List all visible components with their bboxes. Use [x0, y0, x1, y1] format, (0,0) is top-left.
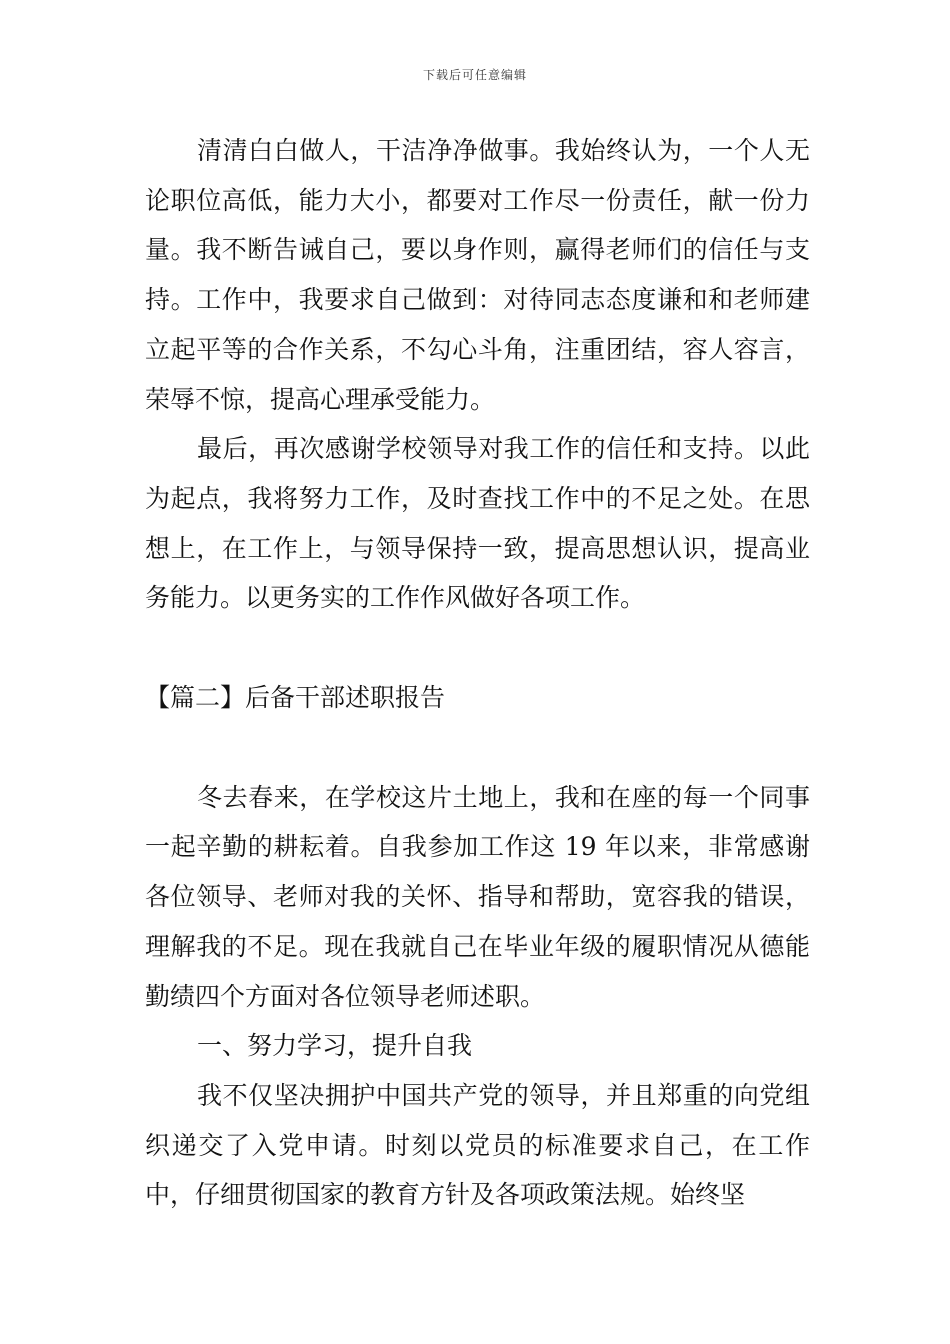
section-heading: 【篇二】后备干部述职报告	[145, 683, 446, 713]
spacer	[145, 623, 810, 673]
paragraph-intro: 冬去春来，在学校这片土地上，我和在座的每一个同事一起辛勤的耕耘着。自我参加工作这 19 年以来，非常感谢各位领导、老师对我的关怀、指导和帮助，宽容我的错误，理解我的不足。现在我就自己在毕业年级的履职情况从德能勤绩四个方面对各位领导老师述职。	[145, 782, 810, 1011]
paragraph-study: 我不仅坚决拥护中国共产党的领导，并且郑重的向党组织递交了入党申请。时刻以党员的标准要求自己，在工作中，仔细贯彻国家的教育方针及各项政策法规。始终坚	[145, 1080, 810, 1210]
spacer	[145, 723, 810, 773]
page-header: 下载后可任意编辑	[422, 68, 527, 82]
subsection-title: 一、努力学习，提升自我	[197, 1031, 473, 1061]
paragraph-integrity: 清清白白做人，干洁净净做事。我始终认为，一个人无论职位高低，能力大小，都要对工作尽一份责任，献一份力量。我不断告诫自己，要以身作则，赢得老师们的信任与支持。工作中，我要求自己做到：对待同志态度谦和和老师建立起平等的合作关系，不勾心斗角，注重团结，容人容言，荣辱不惊，提高心理承受能力。	[145, 136, 810, 414]
document-body	[145, 126, 810, 1220]
paragraph-closing: 最后，再次感谢学校领导对我工作的信任和支持。以此为起点，我将努力工作，及时查找工作中的不足之处。在思想上，在工作上，与领导保持一致，提高思想认识，提高业务能力。以更务实的工作作风做好各项工作。	[145, 434, 810, 613]
